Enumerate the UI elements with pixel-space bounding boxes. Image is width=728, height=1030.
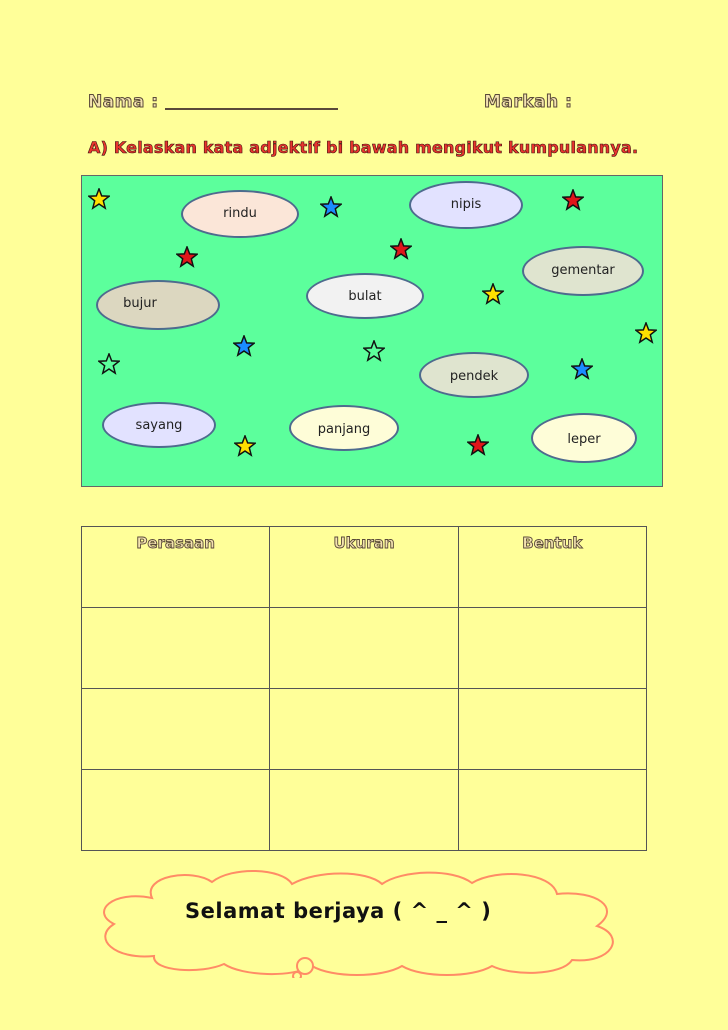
table-cell[interactable] <box>82 770 270 851</box>
footer-message: Selamat berjaya ( ^ _ ^ ) <box>185 899 492 923</box>
table-cell[interactable] <box>458 770 646 851</box>
cloud-callout <box>92 868 652 978</box>
word-label: panjang <box>317 422 371 437</box>
star-icon <box>233 335 255 357</box>
instruction-text: A) Kelaskan kata adjektif bi bawah mengikut kumpulannya. <box>88 138 639 157</box>
column-header-perasaan: Perasaan <box>136 534 215 552</box>
word-label: bulat <box>348 289 382 304</box>
word-label: gementar <box>551 263 615 278</box>
table-row <box>82 527 647 608</box>
word-oval[interactable] <box>522 246 644 296</box>
name-blank-line[interactable] <box>165 108 338 110</box>
table-cell[interactable] <box>270 527 458 608</box>
word-label: bujur <box>123 296 157 311</box>
table-cell[interactable] <box>458 608 646 689</box>
star-icon <box>88 188 110 210</box>
table-cell[interactable] <box>458 527 646 608</box>
word-label: nipis <box>450 197 482 212</box>
star-icon <box>562 189 584 211</box>
table-cell[interactable] <box>82 527 270 608</box>
word-oval[interactable] <box>289 405 399 451</box>
table-cell[interactable] <box>270 689 458 770</box>
score-label: Markah : <box>484 92 573 112</box>
table-cell[interactable] <box>82 689 270 770</box>
star-icon <box>234 435 256 457</box>
name-label: Nama : <box>88 92 159 112</box>
table-cell[interactable] <box>270 770 458 851</box>
column-header-bentuk: Bentuk <box>522 534 583 552</box>
word-oval[interactable] <box>419 352 529 398</box>
table-row <box>82 608 647 689</box>
star-icon <box>98 353 120 375</box>
table-cell[interactable] <box>458 689 646 770</box>
star-icon <box>635 322 657 344</box>
word-oval[interactable] <box>102 402 216 448</box>
table-cell[interactable] <box>82 608 270 689</box>
word-oval[interactable] <box>306 273 424 319</box>
word-oval[interactable] <box>181 190 299 238</box>
star-icon <box>176 246 198 268</box>
word-label: sayang <box>135 418 183 433</box>
word-label: rindu <box>223 206 257 221</box>
column-header-ukuran: Ukuran <box>333 534 395 552</box>
star-icon <box>482 283 504 305</box>
star-icon <box>390 238 412 260</box>
word-label: leper <box>567 432 601 447</box>
star-icon <box>467 434 489 456</box>
word-oval[interactable] <box>409 181 523 229</box>
classification-table <box>81 526 647 851</box>
word-oval[interactable] <box>96 280 220 330</box>
table-row <box>82 689 647 770</box>
table-row <box>82 770 647 851</box>
word-label: pendek <box>449 369 499 384</box>
word-oval[interactable] <box>531 413 637 463</box>
star-icon <box>320 196 342 218</box>
star-icon <box>363 340 385 362</box>
star-icon <box>571 358 593 380</box>
word-bank-box <box>81 175 663 487</box>
table-cell[interactable] <box>270 608 458 689</box>
